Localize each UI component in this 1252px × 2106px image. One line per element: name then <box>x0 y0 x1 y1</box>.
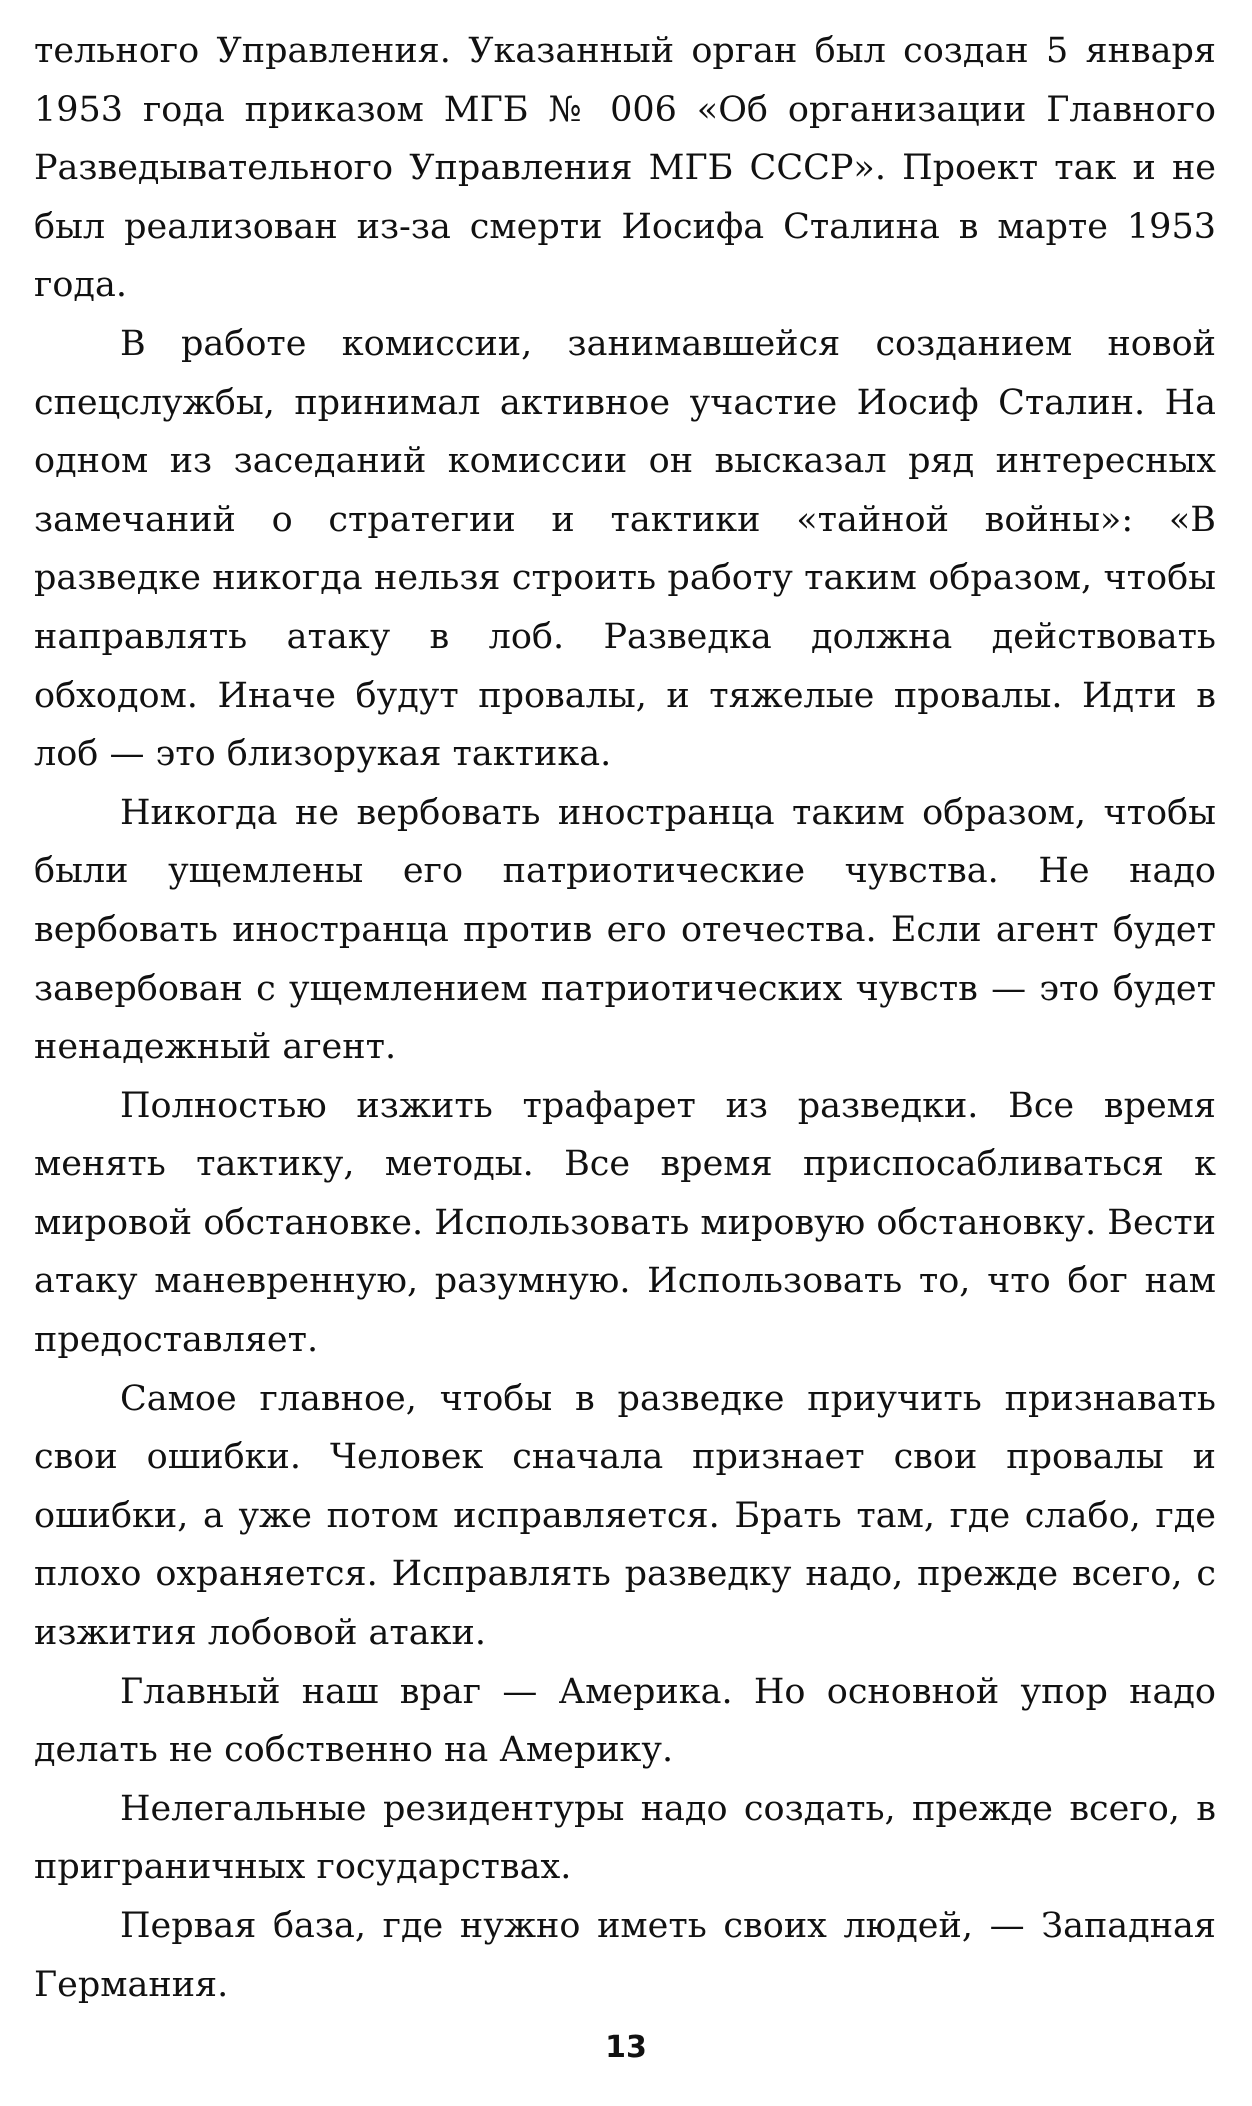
paragraph: Полностью изжить трафарет из разведки. Все время менять тактику, методы. Все время приспосабливаться к мировой обстановке. Использовать мировую обстановку. Вести атаку маневренную, разумную. Использовать то, что бог нам предоставляет. <box>34 1085 1216 1361</box>
page-text <box>34 22 1216 2014</box>
paragraph: Нелегальные резидентуры надо создать, прежде всего, в приграничных государствах. <box>34 1788 1216 1888</box>
paragraph: Главный наш враг — Америка. Но основной упор надо делать не собственно на Америку. <box>34 1671 1216 1771</box>
paragraph: Никогда не вербовать иностранца таким образом, чтобы были ущемлены его патриотические чувства. Не надо вербовать иностранца против его отечества. Если агент будет завербован с ущемлением патриотических чувств — это будет ненадежный агент. <box>34 792 1216 1068</box>
page-number: 13 <box>605 2030 647 2065</box>
paragraph: В работе комиссии, занимавшейся созданием новой спецслужбы, принимал активное участие Иосиф Сталин. На одном из заседаний комиссии он высказал ряд интересных замечаний о стратегии и тактики «тайной войны»: «В разведке никогда нельзя строить работу таким образом, чтобы направлять атаку в лоб. Разведка должна действовать обходом. Иначе будут провалы, и тяжелые провалы. Идти в лоб — это близорукая тактика. <box>34 323 1216 775</box>
paragraph-continuation: тельного Управления. Указанный орган был создан 5 января 1953 года приказом МГБ № 006 «Об организации Главного Разведывательного Управления МГБ СССР». Проект так и не был реализован из-за смерти Иосифа Сталина в марте 1953 года. <box>34 31 1216 306</box>
paragraph: Первая база, где нужно иметь своих людей, — Западная Германия. <box>34 1906 1216 2005</box>
paragraph: Самое главное, чтобы в разведке приучить признавать свои ошибки. Человек сначала признает свои провалы и ошибки, а уже потом исправляется. Брать там, где слабо, где плохо охраняется. Исправлять разведку надо, прежде всего, с изжития лобовой атаки. <box>34 1378 1216 1654</box>
